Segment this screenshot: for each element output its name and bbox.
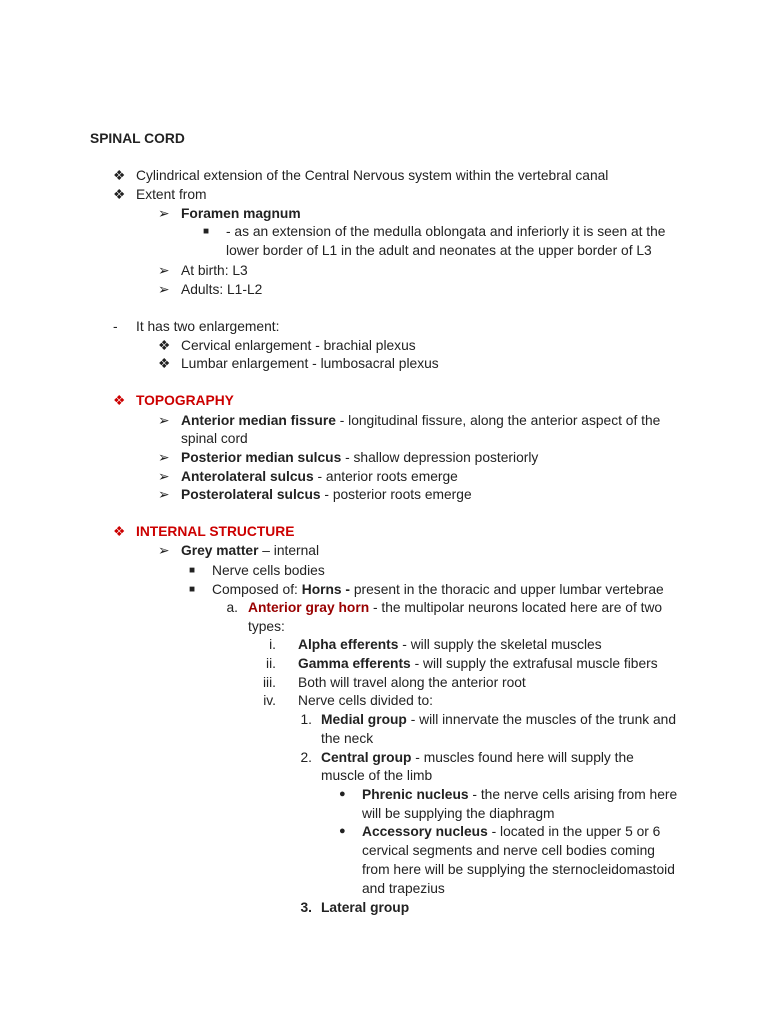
term: Alpha efferents [298, 637, 399, 652]
list-item: Both will travel along the anterior root [298, 675, 526, 690]
term-description: – internal [258, 543, 320, 558]
list-marker: 1. [300, 712, 312, 727]
diamond-bullet-icon: ❖ [158, 338, 171, 353]
term-description: - anterior roots emerge [313, 469, 458, 484]
term-description: - will supply the extrafusal muscle fibers [410, 656, 658, 671]
term-description: - the nerve cells arising from here [468, 787, 678, 802]
term: Horns - [301, 582, 351, 597]
term-description: - longitudinal fissure, along the anterior aspect of the [335, 413, 661, 428]
foramen-term: Foramen magnum [181, 206, 301, 221]
square-bullet-icon: ■ [189, 565, 196, 576]
diamond-bullet-icon: ❖ [113, 168, 126, 183]
list-item [321, 710, 676, 729]
section-heading-topography: TOPOGRAPHY [136, 393, 234, 408]
arrow-bullet-icon: ➢ [158, 487, 170, 502]
list-item [212, 580, 664, 599]
foramen-description-cont: lower border of L1 in the adult and neonates at the upper border of L3 [226, 243, 652, 258]
term: Central group [321, 750, 412, 765]
list-item [181, 411, 660, 430]
term: Accessory nucleus [362, 824, 488, 839]
section-heading-internal-structure: INTERNAL STRUCTURE [136, 524, 295, 539]
list-item-cont: types: [248, 619, 285, 634]
foramen-description: - as an extension of the medulla oblongata and inferiorly it is seen at the [226, 224, 666, 239]
list-item [181, 448, 538, 467]
list-item-cont: and trapezius [362, 881, 445, 896]
list-item: Adults: L1-L2 [181, 282, 263, 297]
term-description: - posterior roots emerge [320, 487, 472, 502]
diamond-bullet-icon: ❖ [113, 524, 126, 539]
dot-bullet-icon: ● [339, 788, 346, 800]
term-description: - the multipolar neurons located here are of two [369, 600, 663, 615]
term-description: - muscles found here will supply the [411, 750, 634, 765]
arrow-bullet-icon: ➢ [158, 263, 170, 278]
arrow-bullet-icon: ➢ [158, 543, 170, 558]
term: Anterior gray horn [248, 600, 370, 615]
diamond-bullet-icon: ❖ [113, 393, 126, 408]
list-item [248, 598, 662, 617]
arrow-bullet-icon: ➢ [158, 206, 170, 221]
term: Posterior median sulcus [181, 450, 342, 465]
diamond-bullet-icon: ❖ [158, 356, 171, 371]
list-item-cont: muscle of the limb [321, 768, 433, 783]
list-item-cont: spinal cord [181, 431, 248, 446]
arrow-bullet-icon: ➢ [158, 413, 170, 428]
term-description: - located in the upper 5 or 6 [487, 824, 661, 839]
list-item: Lumbar enlargement - lumbosacral plexus [181, 356, 439, 371]
term: Grey matter [181, 543, 259, 558]
term-description: present in the thoracic and upper lumbar vertebrae [350, 582, 664, 597]
list-item-cont: cervical segments and nerve cell bodies coming [362, 843, 655, 858]
term: Phrenic nucleus [362, 787, 469, 802]
list-item: Nerve cells divided to: [298, 693, 433, 708]
list-marker: iv. [263, 693, 276, 708]
list-item [298, 635, 602, 654]
list-item [298, 654, 658, 673]
arrow-bullet-icon: ➢ [158, 282, 170, 297]
list-item [362, 822, 660, 841]
list-item-cont: the neck [321, 731, 374, 746]
list-item: It has two enlargement: [136, 319, 280, 334]
list-item [321, 748, 634, 767]
list-marker: 2. [300, 750, 312, 765]
arrow-bullet-icon: ➢ [158, 450, 170, 465]
term: Medial group [321, 712, 407, 727]
term: Gamma efferents [298, 656, 411, 671]
list-item: Cervical enlargement - brachial plexus [181, 338, 416, 353]
list-item: At birth: L3 [181, 263, 248, 278]
list-item: Nerve cells bodies [212, 563, 325, 578]
term: Anterolateral sulcus [181, 469, 314, 484]
list-item-cont: from here will be supplying the sternocleidomastoid [362, 862, 675, 877]
dash-bullet: - [113, 319, 118, 334]
page-title: SPINAL CORD [90, 131, 185, 146]
square-bullet-icon: ■ [203, 226, 210, 237]
list-item-cont: will be supplying the diaphragm [362, 806, 555, 821]
list-item: Lateral group [321, 900, 410, 915]
term: Anterior median fissure [181, 413, 336, 428]
list-item [181, 485, 472, 504]
list-marker: 3. [300, 900, 312, 915]
diamond-bullet-icon: ❖ [113, 187, 126, 202]
square-bullet-icon: ■ [189, 584, 196, 595]
composed-label: Composed of: [212, 582, 302, 597]
term-description: - will supply the skeletal muscles [398, 637, 602, 652]
list-marker: ii. [266, 656, 276, 671]
list-item [181, 541, 319, 560]
list-item: Extent from [136, 187, 207, 202]
dot-bullet-icon: ● [339, 825, 346, 837]
term-description: - will innervate the muscles of the trunk and [406, 712, 677, 727]
list-marker: iii. [262, 675, 276, 690]
list-marker: a. [226, 600, 238, 615]
list-marker: i. [269, 637, 276, 652]
term-description: - shallow depression posteriorly [341, 450, 539, 465]
list-item: Cylindrical extension of the Central Nervous system within the vertebral canal [136, 168, 609, 183]
list-item [362, 785, 677, 804]
list-item [181, 467, 458, 486]
arrow-bullet-icon: ➢ [158, 469, 170, 484]
term: Posterolateral sulcus [181, 487, 321, 502]
